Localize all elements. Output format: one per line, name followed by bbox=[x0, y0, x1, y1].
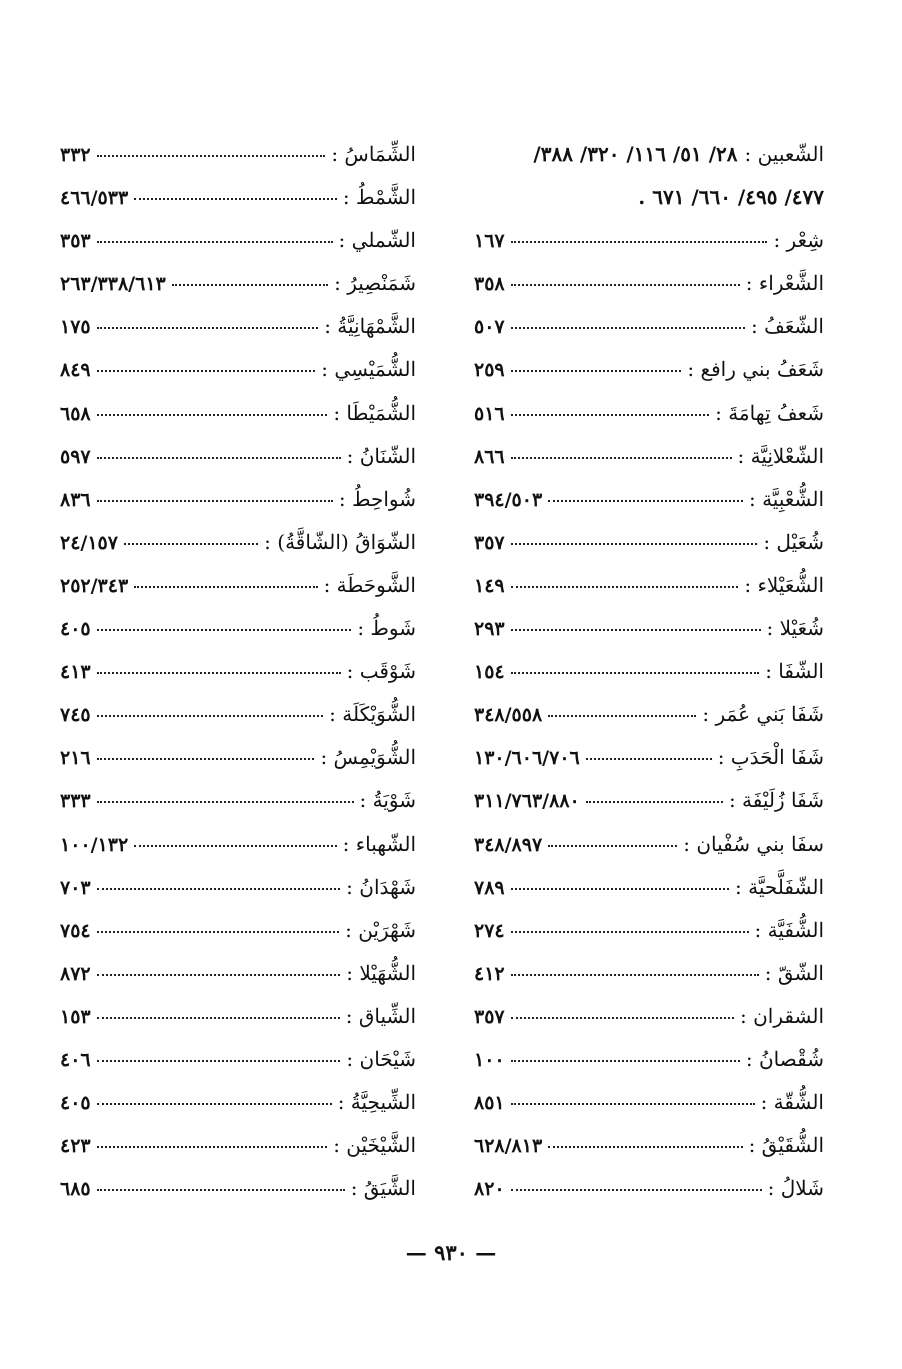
entry-name: شُعَيْل : bbox=[763, 529, 824, 554]
entry-pages: ١٤٩ bbox=[474, 574, 505, 597]
dot-leader bbox=[511, 1103, 755, 1105]
dot-leader bbox=[511, 1189, 762, 1191]
index-entry bbox=[60, 1004, 416, 1047]
index-entry bbox=[474, 1133, 824, 1176]
entry-name: شَهْرَيْن : bbox=[345, 917, 416, 942]
dot-leader bbox=[548, 715, 696, 717]
entry-pages: ٣٥٧ bbox=[474, 1005, 505, 1028]
dot-leader bbox=[511, 1060, 740, 1062]
dot-leader bbox=[511, 931, 749, 933]
dot-leader bbox=[511, 457, 732, 459]
index-entry bbox=[60, 1133, 416, 1176]
index-entry bbox=[474, 1176, 824, 1219]
dot-leader bbox=[124, 543, 258, 545]
right-index-column bbox=[474, 142, 824, 1219]
entry-pages: ٢٨/ ٥١/ ١١٦/ ٣٢٠/ ٣٨٨/ bbox=[533, 142, 738, 166]
dot-leader bbox=[97, 414, 328, 416]
entry-pages: ٤٠٦ bbox=[60, 1048, 91, 1071]
index-entry bbox=[60, 357, 416, 400]
dot-leader bbox=[134, 586, 317, 588]
index-entry bbox=[474, 745, 824, 788]
left-index-column bbox=[60, 142, 416, 1219]
index-entry bbox=[60, 1047, 416, 1090]
dot-leader bbox=[97, 327, 319, 329]
entry-name: الشُّوَيْكَلَة : bbox=[329, 702, 416, 727]
index-entry bbox=[60, 487, 416, 530]
dot-leader bbox=[97, 931, 339, 933]
dot-leader bbox=[134, 845, 336, 847]
entry-pages: ٣٥٧ bbox=[474, 531, 505, 554]
dot-leader bbox=[97, 155, 326, 157]
dot-leader bbox=[511, 370, 682, 372]
entry-name: الشَّمْطُ : bbox=[342, 185, 416, 210]
entry-name: الشّفَا : bbox=[765, 659, 824, 684]
index-entry bbox=[474, 659, 824, 702]
index-entry bbox=[474, 530, 824, 573]
dot-leader bbox=[511, 888, 729, 890]
entry-pages: ٧٤٥ bbox=[60, 704, 91, 727]
index-entry bbox=[60, 142, 416, 185]
index-entry bbox=[60, 702, 416, 745]
dot-leader bbox=[511, 241, 768, 243]
entry-pages: ١٣٠/٦٠٦/٧٠٦ bbox=[474, 747, 580, 770]
index-entry bbox=[60, 185, 416, 228]
index-entry bbox=[60, 271, 416, 314]
entry-name: شَوطُ : bbox=[357, 616, 416, 641]
entry-pages: ٧٨٩ bbox=[474, 876, 505, 899]
entry-name: الشّعَفُ : bbox=[751, 314, 824, 339]
entry-name: الشُّمَيْطَا : bbox=[333, 400, 416, 425]
dot-leader bbox=[97, 672, 341, 674]
entry-pages: ٤٧٧/ ٤٩٥/ ٦٦٠/ ٦٧١ . bbox=[638, 185, 824, 210]
entry-pages: ٤٠٥ bbox=[60, 1092, 91, 1115]
continued-entry-line2 bbox=[474, 185, 824, 228]
dot-leader bbox=[548, 845, 677, 847]
index-entry bbox=[60, 788, 416, 831]
entry-pages: ١٥٣ bbox=[60, 1005, 91, 1028]
index-entry bbox=[60, 659, 416, 702]
continued-entry bbox=[474, 142, 824, 185]
dot-leader bbox=[511, 629, 761, 631]
entry-name: شَلالُ : bbox=[767, 1176, 824, 1201]
entry-name: الشّهباء : bbox=[342, 831, 416, 856]
entry-pages: ٥١٦ bbox=[474, 402, 505, 425]
entry-name: الشُّهَيْلا : bbox=[346, 960, 416, 985]
index-entry bbox=[60, 530, 416, 573]
entry-name: الشِّيحِيَّةُ : bbox=[337, 1090, 416, 1115]
entry-name: الشّملي : bbox=[338, 228, 416, 253]
dot-leader bbox=[97, 801, 354, 803]
dot-leader bbox=[97, 715, 324, 717]
index-entry bbox=[474, 1090, 824, 1133]
entry-name: الشّوَاقُ (الشّاقَّةُ) : bbox=[264, 529, 416, 554]
entry-pages: ٨٥١ bbox=[474, 1092, 505, 1115]
entry-name: شُقْصانُ : bbox=[745, 1046, 824, 1071]
index-entry bbox=[474, 228, 824, 271]
entry-name: شَفَا بَني عُمَر : bbox=[702, 702, 824, 727]
dot-leader bbox=[511, 284, 740, 286]
entry-pages: ٤٠٥ bbox=[60, 618, 91, 641]
entry-name: الشُّقّة : bbox=[760, 1090, 824, 1115]
entry-pages: ٣٥٨ bbox=[474, 273, 505, 296]
entry-pages: ٧٠٣ bbox=[60, 876, 91, 899]
entry-name: شَفَا الْحَدَبِ : bbox=[717, 745, 824, 770]
entry-pages: ٨٣٦ bbox=[60, 488, 91, 511]
entry-pages: ٣١١/٧٦٣/٨٨٠ bbox=[474, 790, 580, 813]
dot-leader bbox=[548, 1146, 742, 1148]
index-entry bbox=[474, 444, 824, 487]
index-entry bbox=[60, 745, 416, 788]
entry-pages: ٤١٢ bbox=[474, 962, 505, 985]
dot-leader bbox=[97, 888, 341, 890]
entry-pages: ١٠٠ bbox=[474, 1048, 505, 1071]
entry-name: الشّعْلانِيَّة : bbox=[737, 443, 824, 468]
entry-name: الشُّعْبِيَّة : bbox=[748, 486, 824, 511]
entry-pages: ٢٤/١٥٧ bbox=[60, 531, 118, 554]
dot-leader bbox=[511, 414, 709, 416]
entry-pages: ٤٢٣ bbox=[60, 1135, 91, 1158]
entry-pages: ٢٥٢/٣٤٣ bbox=[60, 574, 129, 597]
dot-leader bbox=[97, 500, 333, 502]
entry-name: شَعفُ تِهامَةَ : bbox=[715, 400, 824, 425]
entry-pages: ٥٩٧ bbox=[60, 445, 91, 468]
index-entry bbox=[60, 314, 416, 357]
entry-name: الشُّفَيَّة : bbox=[754, 917, 824, 942]
dot-leader bbox=[586, 758, 712, 760]
dot-leader bbox=[511, 1017, 734, 1019]
dot-leader bbox=[172, 284, 328, 286]
dot-leader bbox=[97, 1103, 332, 1105]
dot-leader bbox=[134, 198, 337, 200]
index-entry bbox=[60, 401, 416, 444]
entry-name: الشَّوحَطَة : bbox=[323, 572, 416, 597]
dot-leader bbox=[511, 586, 739, 588]
entry-pages: ٣٤٨/٨٩٧ bbox=[474, 833, 543, 856]
entry-pages: ٨٢٠ bbox=[474, 1178, 505, 1201]
entry-pages: ١٥٤ bbox=[474, 661, 505, 684]
index-entry bbox=[60, 228, 416, 271]
entry-name: الشقران : bbox=[740, 1003, 824, 1028]
entry-pages: ٤١٣ bbox=[60, 661, 91, 684]
index-entry bbox=[474, 702, 824, 745]
entry-pages: ٨٧٢ bbox=[60, 962, 91, 985]
entry-name: الشِّياق : bbox=[345, 1003, 416, 1028]
entry-pages: ٢١٦ bbox=[60, 747, 91, 770]
entry-name: الشِّمَاسُ : bbox=[331, 142, 416, 166]
entry-pages: ١٦٧ bbox=[474, 230, 505, 253]
entry-pages: ٢٥٩ bbox=[474, 359, 505, 382]
entry-pages: ٥٠٧ bbox=[474, 316, 505, 339]
entry-pages: ١٧٥ bbox=[60, 316, 91, 339]
dot-leader bbox=[511, 974, 759, 976]
entry-pages: ٣٣٣ bbox=[60, 790, 91, 813]
dot-leader bbox=[97, 974, 341, 976]
index-entry bbox=[60, 832, 416, 875]
dot-leader bbox=[97, 1189, 345, 1191]
entry-name: الشَّمْهَانِيَّةُ : bbox=[324, 314, 416, 339]
entry-name: الشّفَلَّحيَّة : bbox=[735, 874, 824, 899]
index-entry bbox=[60, 444, 416, 487]
index-entry bbox=[60, 616, 416, 659]
index-entry bbox=[60, 1090, 416, 1133]
index-entry bbox=[474, 616, 824, 659]
index-entry bbox=[474, 1047, 824, 1090]
entry-name: الشُّمَيْسِي : bbox=[321, 357, 416, 382]
dot-leader bbox=[97, 758, 315, 760]
dot-leader bbox=[511, 543, 758, 545]
entry-name: سفَا بني سُفْيان : bbox=[683, 831, 824, 856]
dot-leader bbox=[97, 370, 316, 372]
index-entry bbox=[60, 1176, 416, 1219]
dot-leader bbox=[548, 500, 743, 502]
entry-pages: ٣٣٢ bbox=[60, 144, 91, 166]
entry-pages: ١٠٠/١٣٢ bbox=[60, 833, 129, 856]
entry-name: الشُّوَيْمِسُ : bbox=[320, 745, 416, 770]
entry-pages: ٤٦٦/٥٣٣ bbox=[60, 187, 129, 210]
entry-name: الشّنَانُ : bbox=[346, 443, 416, 468]
entry-name: الشُّقَيْقُ : bbox=[748, 1133, 824, 1158]
dot-leader bbox=[97, 1017, 340, 1019]
entry-name: الشُّعَيْلاء : bbox=[744, 572, 824, 597]
index-entry bbox=[474, 573, 824, 616]
index-entry bbox=[474, 271, 824, 314]
entry-name: الشَّيَقُ : bbox=[350, 1176, 416, 1201]
index-entry bbox=[474, 1004, 824, 1047]
entry-pages: ٨٦٦ bbox=[474, 445, 505, 468]
entry-name: شَمَنْصِيرُ : bbox=[334, 271, 416, 296]
entry-name: شَفَا زُلَيْفَة : bbox=[728, 788, 824, 813]
dot-leader bbox=[586, 801, 723, 803]
entry-name: شَوْيَةُ : bbox=[359, 788, 416, 813]
entry-pages: ٦٥٨ bbox=[60, 402, 91, 425]
entry-name: شِعْر : bbox=[773, 228, 824, 253]
index-entry bbox=[474, 918, 824, 961]
dot-leader bbox=[97, 629, 352, 631]
entry-name: الشَّعْراء : bbox=[745, 271, 824, 296]
index-entry bbox=[474, 832, 824, 875]
entry-name: شُواحِطُ : bbox=[338, 486, 416, 511]
index-entry bbox=[474, 961, 824, 1004]
entry-pages: ٢٦٣/٣٣٨/٦١٣ bbox=[60, 273, 166, 296]
entry-pages: ٨٤٩ bbox=[60, 359, 91, 382]
entry-pages: ٢٩٣ bbox=[474, 618, 505, 641]
dot-leader bbox=[97, 1060, 341, 1062]
entry-name: الشّقّ : bbox=[764, 960, 824, 985]
dot-leader bbox=[97, 241, 333, 243]
dot-leader bbox=[511, 327, 745, 329]
entry-pages: ٢٧٤ bbox=[474, 919, 505, 942]
entry-pages: ٣٩٤/٥٠٣ bbox=[474, 488, 543, 511]
entry-pages: ٣٥٣ bbox=[60, 230, 91, 253]
entry-name: الشّعبين : bbox=[744, 142, 824, 166]
dot-leader bbox=[97, 457, 341, 459]
page-number: — ٩٣٠ — bbox=[405, 1240, 497, 1265]
dot-leader bbox=[97, 1146, 328, 1148]
entry-name: شَهْدَانُ : bbox=[346, 874, 416, 899]
index-entry bbox=[474, 487, 824, 530]
entry-name: شَعَفُ بني رافع : bbox=[687, 357, 824, 382]
index-entry bbox=[60, 961, 416, 1004]
dot-leader bbox=[511, 672, 760, 674]
index-entry bbox=[60, 573, 416, 616]
index-entry bbox=[474, 357, 824, 400]
index-entry bbox=[60, 875, 416, 918]
index-entry bbox=[60, 918, 416, 961]
entry-name: شَوْقَب : bbox=[346, 659, 416, 684]
index-entry bbox=[474, 314, 824, 357]
entry-pages: ٧٥٤ bbox=[60, 919, 91, 942]
index-entry bbox=[474, 401, 824, 444]
entry-pages: ٦٨٥ bbox=[60, 1178, 91, 1201]
entry-pages: ٣٤٨/٥٥٨ bbox=[474, 704, 543, 727]
entry-name: شُعَيْلا : bbox=[766, 616, 824, 641]
entry-name: الشَّيْخَيْن : bbox=[333, 1133, 416, 1158]
index-entry bbox=[474, 875, 824, 918]
entry-pages: ٦٢٨/٨١٣ bbox=[474, 1135, 543, 1158]
index-entry bbox=[474, 788, 824, 831]
entry-name: شَيْحَان : bbox=[346, 1046, 416, 1071]
